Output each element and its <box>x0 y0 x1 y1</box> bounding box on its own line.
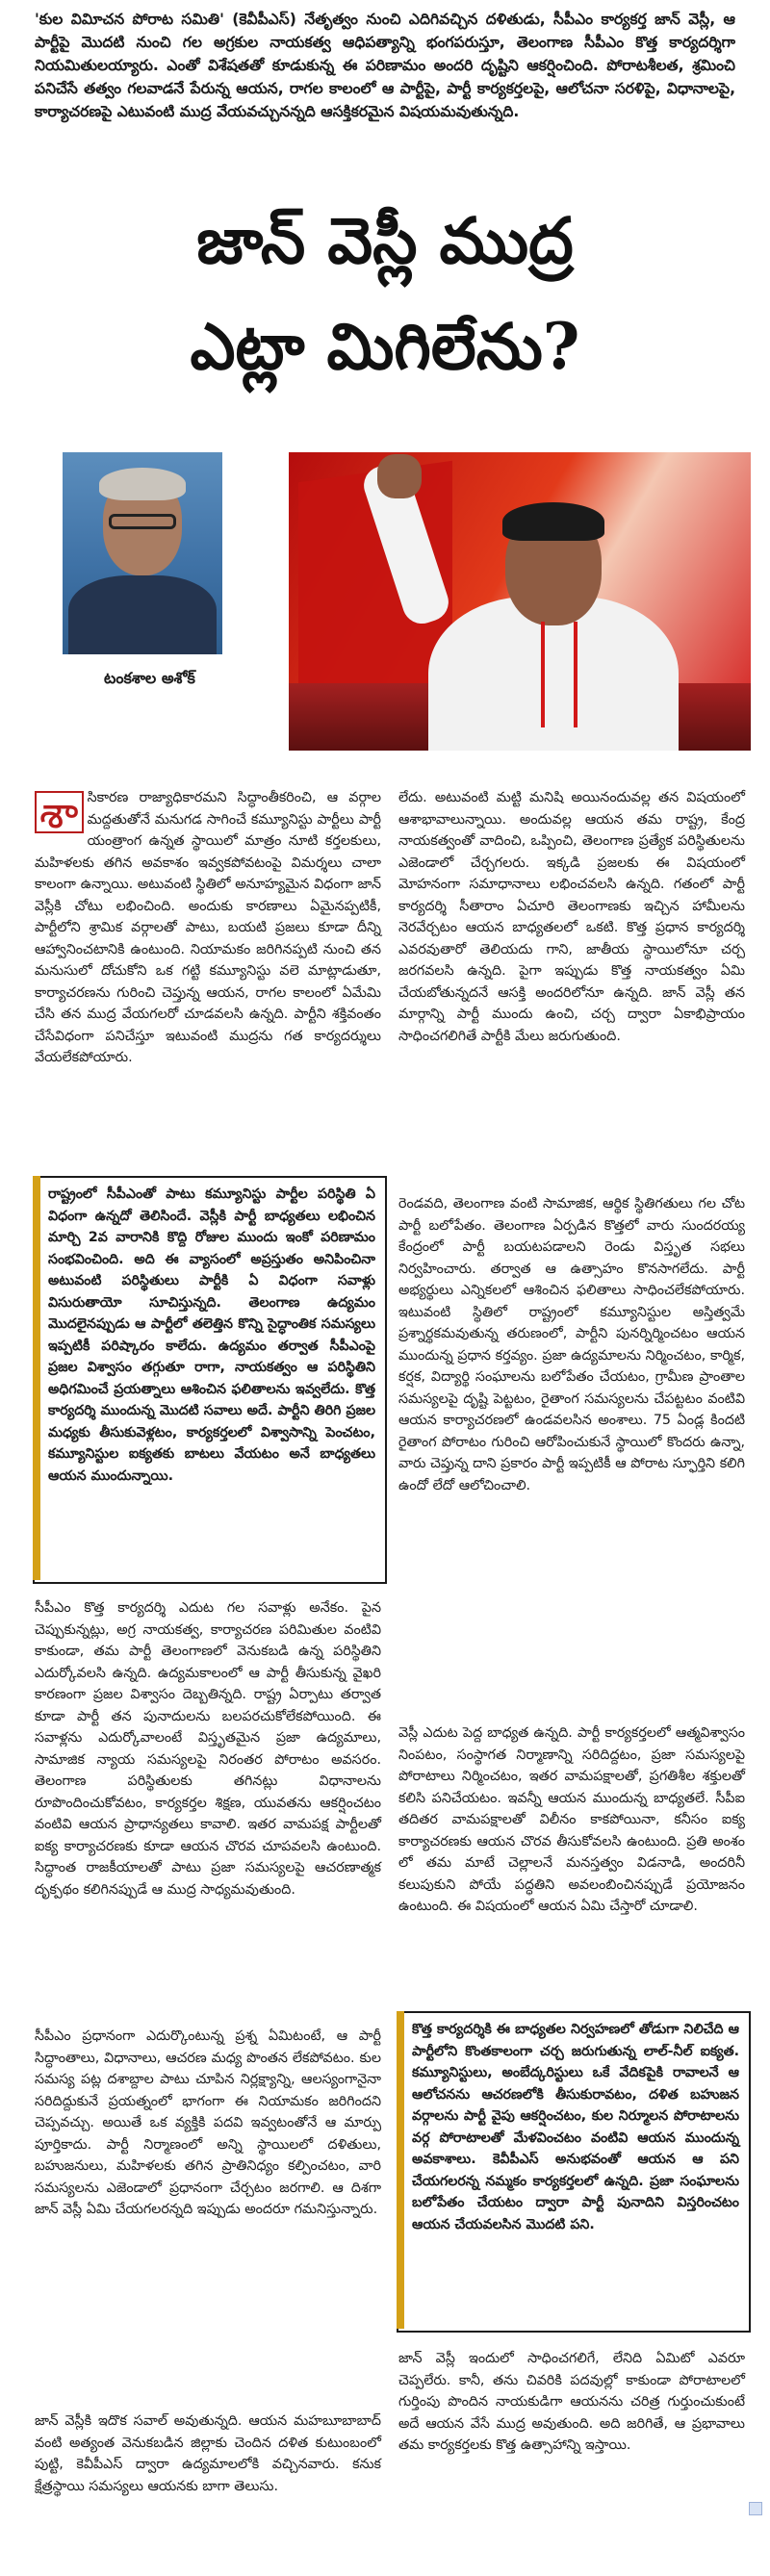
author-photo-hair <box>99 468 186 500</box>
author-photo-glasses <box>109 514 176 529</box>
col1-box-accent-bar <box>33 1176 40 1580</box>
corner-marker <box>749 2502 762 2515</box>
col2-paragraph-3: వెస్లీ ఎదుట పెద్ద బాధ్యత ఉన్నది. పార్టీ కార్యకర్తలలో ఆత్మవిశ్వాసం నింపటం, సంస్థాగత నిర్మాణాన్ని సరిదిద్దటం, ప్రజా సమస్యలపై పోరాటాలు నిర్మించటం, ఇతర వామపక్షాలతో, ప్రగతిశీల శక్తులతో కలిసి పనిచేయటం. ఇవన్నీ ఆయన ముందున్న బాధ్యతలే. సీపీఐ తదితర వామపక్షాలతో విలీనం కాకపోయినా, కనీసం ఐక్య కార్యాచరణకు ఆయన చొరవ తీసుకోవలసి ఉంటుంది. ప్రతి అంశం లో తమ మాటే చెల్లాలనే మనస్తత్వం విడనాడి, అందరినీ కలుపుకుని పోయే పద్ధతిని అవలంబించినప్పుడే ప్రయోజనం ఉంటుంది. ఈ విషయంలో ఆయన ఏమి చేస్తారో చూడాలి. <box>398 1725 745 1914</box>
raised-fist <box>377 454 422 498</box>
author-byline: టంకశాల అశోక్ <box>104 669 195 687</box>
col2-box-text: కొత్త కార్యదర్శికి ఈ బాధ్యతల నిర్వహణలో తోడుగా నిలిచేది ఆ పార్టీలోని కొంతకాలంగా చర్చ జరుగుతున్న లాల్-నీల్ ఐక్యత. కమ్యూనిస్టులు, అంబేద్కరిస్టులు ఒకే వేదికపైకి రావాలనే ఆ ఆలోచనను ఆచరణలోకి తీసుకురావటం, దళిత బహుజన వర్గాలను పార్టీ వైపు ఆకర్షించటం, కుల నిర్మూలన పోరాటాలను వర్గ పోరాటాలతో మేళవించటం వంటివి ఆయన ముందున్న అవకాశాలు. కెవీపీఎస్ అనుభవంతో ఆయన ఆ పని చేయగలరన్న నమ్మకం కార్యకర్తలలో ఉన్నది. ప్రజా సంఘాలను బలోపేతం చేయటం ద్వారా పార్టీ పునాదిని విస్తరించటం ఆయన చేయవలసిన మొదటి పని. <box>412 2022 739 2232</box>
col1-highlight-box <box>33 1176 387 1584</box>
col2-paragraph-1: లేదు. అటువంటి మట్టి మనిషి అయినందువల్ల తన విషయంలో ఆశాభావాలున్నాయి. అందువల్ల ఆయన తమ రాష్ట్ర, కేంద్ర నాయకత్వంతో వాదించి, ఒప్పించి, తెలంగాణ ప్రత్యేక పరిస్థితులను ఎజెండాలో చేర్చగలరు. ఇక్కడి ప్రజలకు ఈ విషయంలో మోహనంగా సమాధానాలు లభించవలసి ఉన్నది. గతంలో పార్టీ కార్యదర్శి సీతారాం ఏచూరి తెలంగాణకు ఇచ్చిన హామీలను నెరవేర్చటం ఆయన బాధ్యతలలో ఒకటి. కొత్త ప్రధాన కార్యదర్శి ఎవరవుతారో తెలియదు గాని, జాతీయ స్థాయిలోనూ చర్చ జరగవలసి ఉన్నది. పైగా ఇప్పుడు కొత్త నాయకత్వం ఏమి చేయబోతున్నదనే ఆసక్తి అందరిలోనూ ఉన్నది. జాన్ వెస్లీ తన మార్గాన్ని పార్టీ ముందు ఉంచి, చర్చ ద్వారా ఏకాభిప్రాయం సాధించగలిగితే పార్టీకి మేలు జరుగుతుంది. <box>398 790 745 1044</box>
col1-box-text: రాష్ట్రంలో సీపీఎంతో పాటు కమ్యూనిస్టు పార్టీల పరిస్థితి ఏ విధంగా ఉన్నదో తెలిసిందే. వెస్లీకి పార్టీ బాధ్యతలు లభించిన మార్చి 2వ వారానికి కొద్ది రోజుల ముందు ఇంకో పరిణామం సంభవించింది. అది ఈ వ్యాసంలో అప్రస్తుతం అనిపించినా అటువంటి పరిస్థితులు పార్టీకి ఏ విధంగా సవాళ్లు విసురుతాయో సూచిస్తున్నది. తెలంగాణ ఉద్యమం మొదలైనప్పుడు ఆ పార్టీలో తలెత్తిన కొన్ని సైద్ధాంతిక సమస్యలు ఇప్పటికీ పరిష్కారం కాలేదు. ఉద్యమం తర్వాత సీపీఎంపై ప్రజల విశ్వాసం తగ్గుతూ రాగా, నాయకత్వం ఆ పరిస్థితిని అధిగమించే ప్రయత్నాలు ఆశించిన ఫలితాలను ఇవ్వలేదు. కొత్త కార్యదర్శి ముందున్న మొదటి సవాలు అదే. పార్టీని తిరిగి ప్రజల మధ్యకు తీసుకువెళ్లటం, కార్యకర్తలలో విశ్వాసాన్ని పెంచటం, కమ్యూనిస్టుల ఐక్యతకు బాటలు వేయటం అనే బాధ్యతలు ఆయన ముందున్నాయి. <box>48 1186 375 1484</box>
headline <box>0 188 770 399</box>
col1-paragraph-3: సీపీఎం ప్రధానంగా ఎదుర్కొంటున్న ప్రశ్న ఏమిటంటే, ఆ పార్టీ సిద్ధాంతాలు, విధానాలు, ఆచరణ మధ్య పొంతన లేకపోవటం. కుల సమస్య పట్ల దశాబ్దాల పాటు చూపిన నిర్లక్ష్యాన్ని, ఆలస్యంగానైనా సరిదిద్దుకునే ప్రయత్నంలో భాగంగా ఈ నియామకం జరిగిందని చెప్పవచ్చు. అయితే ఒక వ్యక్తికి పదవి ఇవ్వటంతోనే ఆ మార్పు పూర్తికాదు. పార్టీ నిర్మాణంలో అన్ని స్థాయిలలో దళితులు, బహుజనులు, మహిళలకు తగిన ప్రాతినిధ్యం కల్పించటం, వారి సమస్యలను ఎజెండాలో ప్రధానంగా చేర్చటం జరగాలి. ఆ దిశగా జాన్ వెస్లీ ఏమి చేయగలరన్నది ఇప్పుడు అందరూ గమనిస్తున్నారు. <box>35 2028 381 2217</box>
col2-paragraph-4: జాన్ వెస్లీ ఇందులో సాధించగలిగే, లేనిది ఏమిటో ఎవరూ చెప్పలేరు. కానీ, తను చివరికి పదవుల్లో కాకుండా పోరాటాలలో గుర్తింపు పొందిన నాయకుడిగా ఆయనను చరిత్ర గుర్తుంచుకుంటే అదే ఆయన వేసే ముద్ర అవుతుంది. అది జరిగితే, ఆ ప్రభావాలు తమ కార్యకర్తలకు కొత్త ఉత్సాహాన్ని ఇస్తాయి. <box>398 2351 745 2453</box>
col2-highlight-box <box>397 2011 751 2333</box>
col1-paragraph-4: జాన్ వెస్లీకి ఇదొక సవాల్ అవుతున్నది. ఆయన మహబూబాబాద్ వంటి అత్యంత వెనుకబడిన జిల్లాకు చెందిన దళిత కుటుంబంలో పుట్టి, కెవీపీఎస్ ద్వారా ఉద్యమాలలోకి వచ్చినవారు. కనుక క్షేత్రస్థాయి సమస్యలు ఆయనకు బాగా తెలుసు. <box>35 2413 381 2494</box>
headline-line-2: ఎట్లా మిగిలేను? <box>190 309 580 384</box>
col1-paragraph-1: శాసికారణ రాజ్యాధికారమని సిద్ధాంతీకరించి, ఆ వర్గాల మద్దతుతోనే మనుగడ సాగించే కమ్యూనిస్టు పార్టీలు పార్టీ యంత్రాంగ ఉన్నత స్థాయిలో మాత్రం నూటి కర్తలకులు, మహిళలకు తగిన అవకాశం ఇవ్వకపోవటంపై విమర్శలు చాలా కాలంగా ఉన్నాయి. అటువంటి స్థితిలో అనూహ్యమైన విధంగా జాన్ వెస్లీకి చోటు లభించింది. అందుకు కారణాలు ఏమైనప్పటికీ, పార్టీలోని శ్రామిక వర్గాలతో పాటు, బయటి ప్రజలు కూడా దీన్ని ఆహ్వానించటానికి ఉంటుంది. నియామకం జరిగినప్పటి నుంచి తన మనుసులో దోచుకోని ఒక గట్టి కమ్యూనిస్టు వలె మాట్లాడుతూ, కార్యాచరణను గురించి చెప్తున్న ఆయన, రాగల కాలంలో ఏమేమి చేసి తన ముద్ర వేయగలరో చూడవలసి ఉన్నది. పార్టీని శక్తివంతం చేసేవిధంగా పనిచేస్తూ ఇటువంటి ముద్రను గత కార్యదర్శులు వేయలేకపోయారు. <box>35 786 381 1065</box>
red-lanyard <box>541 622 578 727</box>
lead-paragraph: 'కుల వివిూచన పోరాట సమితి' (కెవీపీఎస్) నేతృత్వం నుంచి ఎదిగివచ్చిన దళితుడు, సీపీఎం కార్యకర్త జాన్ వెస్లీ, ఆ పార్టీపై మొదటి నుంచి గల అగ్రకుల నాయకత్వ ఆధిపత్యాన్ని భంగపరుస్తూ, తెలంగాణ సీపీఎం కొత్త కార్యదర్శిగా నియమితులయ్యారు. ఎంతో విశేషతతో కూడుకున్న ఈ పరిణామం అందరి దృష్టిని ఆకర్షించింది. పోరాటశీలత, శ్రమించి పనిచేసే తత్వం గలవాడనే పేరున్న ఆయన, రాగల కాలంలో ఆ పార్టీపై, పార్టీ కార్యకర్తలపై, ఆలోచనా సరళిపై, విధానాలపై, కార్యాచరణపై ఎటువంటి ముద్ర వేయవచ్చునన్నది ఆసక్తికరమైన విషయమవుతున్నది. <box>35 11 735 120</box>
subject-photo <box>289 452 751 751</box>
col1-paragraph-2: సీపీఎం కొత్త కార్యదర్శి ఎదుట గల సవాళ్లు అనేకం. పైన చెప్పుకున్నట్లు, అగ్ర నాయకత్వ, కార్యాచరణ పరిమితుల వంటివి కాకుండా, తమ పార్టీ తెలంగాణలో వెనుకబడి ఉన్న పరిస్థితిని ఎదుర్కోవలసి ఉన్నది. ఉద్యమకాలంలో ఆ పార్టీ తీసుకున్న వైఖరి కారణంగా ప్రజల విశ్వాసం దెబ్బతిన్నది. రాష్ట్ర ఏర్పాటు తర్వాత కూడా పార్టీ తన పునాదులను బలపరచుకోలేకపోయింది. ఈ సవాళ్లను ఎదుర్కోవాలంటే విస్తృతమైన ప్రజా ఉద్యమాలు, సామాజిక న్యాయ సమస్యలపై నిరంతర పోరాటం అవసరం. తెలంగాణ పరిస్థితులకు తగినట్లు విధానాలను రూపొందించుకోవటం, కార్యకర్తల శిక్షణ, యువతను ఆకర్షించటం వంటివి ఆయన ప్రాధాన్యతలు కావాలి. ఇతర వామపక్ష పార్టీలతో ఐక్య కార్యాచరణకు కూడా ఆయన చొరవ చూపవలసి ఉంటుంది. సిద్ధాంత రాజకీయాలతో పాటు ప్రజా సమస్యలపై ఆచరణాత్మక దృక్పథం కలిగినప్పుడే ఆ ముద్ర సాధ్యమవుతుంది. <box>35 1600 381 1898</box>
subject-hair <box>502 502 604 541</box>
col2-paragraph-2: రెండవది, తెలంగాణ వంటి సామాజిక, ఆర్థిక స్థితిగతులు గల చోట పార్టీ బలోపేతం. తెలంగాణ ఏర్పడిన కొత్తలో వారు సుందరయ్య కేంద్రంలో పార్టీ బయటపడాలని రెండు విస్తృత సభలు నిర్వహించారు. తర్వాత ఆ ఉత్సాహం కొనసాగలేదు. పార్టీ అభ్యర్థులు ఎన్నికలలో ఆశించిన ఫలితాలు సాధించలేకపోయారు. ఇటువంటి స్థితిలో రాష్ట్రంలో కమ్యూనిస్టుల అస్తిత్వమే ప్రశ్నార్థకమవుతున్న తరుణంలో, పార్టీని పునర్నిర్మించటం ఆయన ముందున్న ప్రధాన కర్తవ్యం. ప్రజా ఉద్యమాలను నిర్మించటం, కార్మిక, కర్షక, విద్యార్థి సంఘాలను బలోపేతం చేయటం, గ్రామీణ ప్రాంతాల సమస్యలపై దృష్టి పెట్టటం, రైతాంగ సమస్యలను చేపట్టటం వంటివి ఆయన కార్యాచరణలో ఉండవలసిన అంశాలు. 75 ఏండ్ల కిందటి రైతాంగ పోరాటం గురించి ఆరోపించుకునే స్థాయిలో కొందరు ఉన్నా, వారు చెప్తున్న దాని ప్రకారం పార్టీ ఇప్పటికీ ఆ పోరాట స్ఫూర్తిని కలిగి ఉందో లేదో ఆలోచించాలి. <box>398 1196 745 1493</box>
col2-box-accent-bar <box>397 2011 404 2329</box>
author-photo <box>63 452 222 654</box>
author-photo-shirt <box>68 575 217 654</box>
headline-line-1: జాన్ వెస్లీ ముద్ర <box>196 203 574 278</box>
